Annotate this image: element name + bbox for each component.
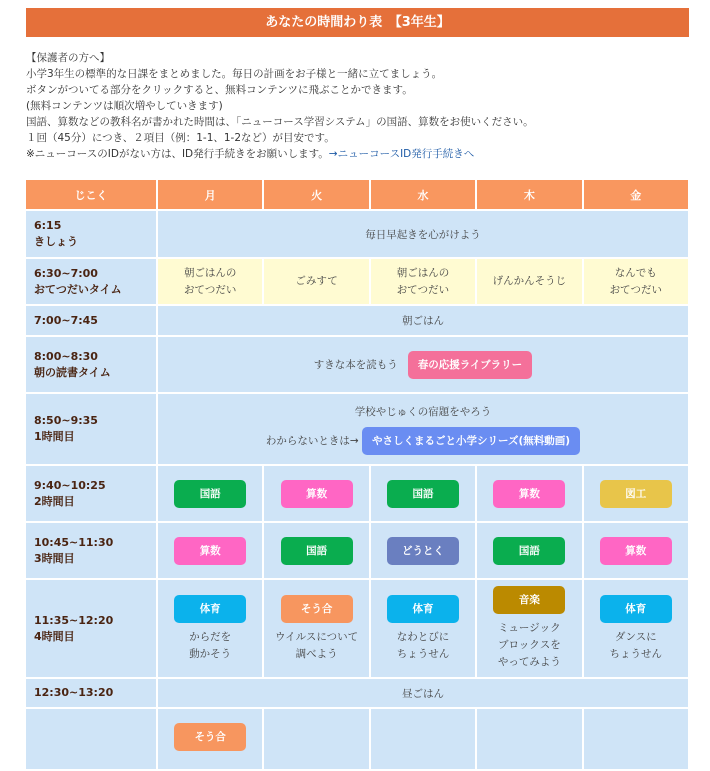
subject-button-pe[interactable]: 体育 [174,595,246,623]
activity-text: すきな本を読もう [313,358,398,371]
time: 10:45~11:30 [34,535,114,549]
time: 6:30~7:00 [34,266,98,280]
time: 9:40~10:25 [34,478,106,492]
activity-cell [158,337,688,392]
subject-note: 調べよう [295,647,338,660]
subject-cell [584,466,688,521]
chore-cell [158,259,262,304]
table-row [26,580,688,677]
note-line: 小学3年生の標準的な日課をまとめました。毎日の計画をお子様と一緒に立てましょう。 [26,68,443,80]
subject-note: やってみよう [497,656,561,668]
header-tue: 火 [264,180,368,209]
subject-cell [477,709,581,769]
subject-note: ブロックスを [498,639,561,651]
table-row [26,394,688,464]
time-cell [26,306,156,335]
subject-cell [264,580,368,677]
time: 6:15 [34,219,62,232]
time: 8:00~8:30 [34,349,98,363]
table-row [26,337,688,392]
subject-button-music[interactable]: 音楽 [493,586,565,614]
chore-cell [584,259,688,304]
page-title: あなたの時間わり表 【3年生】 [26,8,689,37]
note-line: (無料コンテンツは順次増やしていきます) [26,100,223,112]
subject-button-math[interactable]: 算数 [281,480,353,508]
subject-button-art[interactable]: 図工 [600,480,672,508]
chore-text: 朝ごはんの [396,266,450,279]
subject-cell [371,466,475,521]
subject-cell [477,580,581,677]
note-line: ボタンがついてる部分をクリックすると、無料コンテンツに飛ぶことかできます。 [26,84,413,96]
subject-note: 動かそう [189,647,232,660]
subject-cell [371,580,475,677]
time-cell [26,679,156,707]
table-row [26,466,688,521]
chore-cell [371,259,475,304]
time: 7:00~7:45 [34,313,98,327]
activity-cell: 朝ごはん [158,306,688,335]
subject-cell [371,523,475,578]
table-row [26,211,688,257]
subject-cell [264,466,368,521]
time-cell [26,259,156,304]
chore-cell [264,259,368,304]
chore-text: ごみすて [295,275,338,287]
table-row [26,523,688,578]
note-line: １回（45分）につき、２項目（例：1-1、1-2など）が目安です。 [26,132,335,144]
subject-button-moral[interactable]: どうとく [387,537,459,565]
subject-button-pe[interactable]: 体育 [600,595,672,623]
header-row [26,180,688,209]
time-cell [26,394,156,464]
id-note: ※ニューコースのIDがない方は、ID発行手続きをお願いします。 [26,148,329,160]
subject-note: ウイルスについて [275,630,359,643]
subject-cell [477,523,581,578]
subject-note: ダンスに [614,630,657,643]
subject-button-math[interactable]: 算数 [493,480,565,508]
chore-text: おてつだい [396,283,450,296]
chore-text: 朝ごはんの [183,266,237,279]
subject-cell [584,523,688,578]
time-label: おてつだいタイム [34,282,122,296]
id-registration-link[interactable]: →ニューコースID発行手続きへ [328,148,475,160]
table-row [26,709,688,769]
time-cell [26,211,156,257]
time-cell [26,580,156,677]
subject-cell [158,466,262,521]
note-line: 【保護者の方へ】 [26,52,110,64]
subject-cell [584,580,688,677]
header-fri: 金 [584,180,688,209]
time-cell [26,523,156,578]
subject-cell [371,709,475,769]
subject-cell [158,709,262,769]
subject-button-japanese[interactable]: 国語 [493,537,565,565]
time: 11:35~12:20 [34,613,114,627]
activity-text: 学校やじゅくの宿題をやろう [354,405,492,418]
subject-note: ちょうせん [609,647,663,660]
subject-button-math[interactable]: 算数 [174,537,246,565]
time: 12:30~13:20 [34,686,114,699]
subject-button-japanese[interactable]: 国語 [387,480,459,508]
table-row [26,679,688,707]
time-label: 2時間目 [34,494,75,508]
activity-cell [158,394,688,464]
chore-text: おてつだい [609,283,662,296]
guardian-note [26,50,534,162]
header-thu: 木 [477,180,581,209]
spring-library-button[interactable]: 春の応援ライブラリー [408,351,532,379]
subject-note: ミュージック [498,622,561,634]
time-cell [26,466,156,521]
subject-button-japanese[interactable]: 国語 [174,480,246,508]
time: 8:50~9:35 [34,414,98,427]
activity-cell: 昼ごはん [158,679,688,707]
subject-note: ちょうせん [396,647,450,660]
header-time: じこく [26,180,156,209]
time-label: 4時間目 [34,629,75,643]
free-video-series-button[interactable]: やさしくまるごと小学シリーズ(無料動画) [362,427,580,455]
table-row [26,259,688,304]
note-line: 国語、算数などの教科名が書かれた時間は、「ニューコース学習システム」の国語、算数をお使いください。 [26,116,534,128]
header-mon: 月 [158,180,262,209]
table-row [26,306,688,335]
time-label: きしょう [34,235,78,248]
subject-cell [158,580,262,677]
time-cell [26,709,156,769]
subject-cell [264,523,368,578]
time-label: 3時間目 [34,551,75,565]
chore-text: なんでも [614,266,657,279]
activity-cell: 毎日早起きを心がけよう [158,211,688,257]
subject-note: なわとびに [396,630,450,643]
subject-button-japanese[interactable]: 国語 [281,537,353,565]
chore-text: げんかんそうじ [492,275,567,287]
subject-cell [264,709,368,769]
subject-cell [584,709,688,769]
chore-text: おてつだい [183,283,237,296]
subject-button-pe[interactable]: 体育 [387,595,459,623]
header-wed: 水 [371,180,475,209]
subject-cell [158,523,262,578]
subject-note: からだを [189,630,232,643]
time-label: 朝の読書タイム [34,365,111,379]
subject-button-integrated[interactable]: そう合 [174,723,246,751]
chore-cell [477,259,581,304]
subject-button-math[interactable]: 算数 [600,537,672,565]
timetable [24,178,690,771]
subject-button-integrated[interactable]: そう合 [281,595,353,623]
time-label: 1時間目 [34,430,75,443]
subject-cell [477,466,581,521]
time-cell [26,337,156,392]
note-line [26,146,534,162]
prompt-text: わからないときは→ [265,434,359,447]
